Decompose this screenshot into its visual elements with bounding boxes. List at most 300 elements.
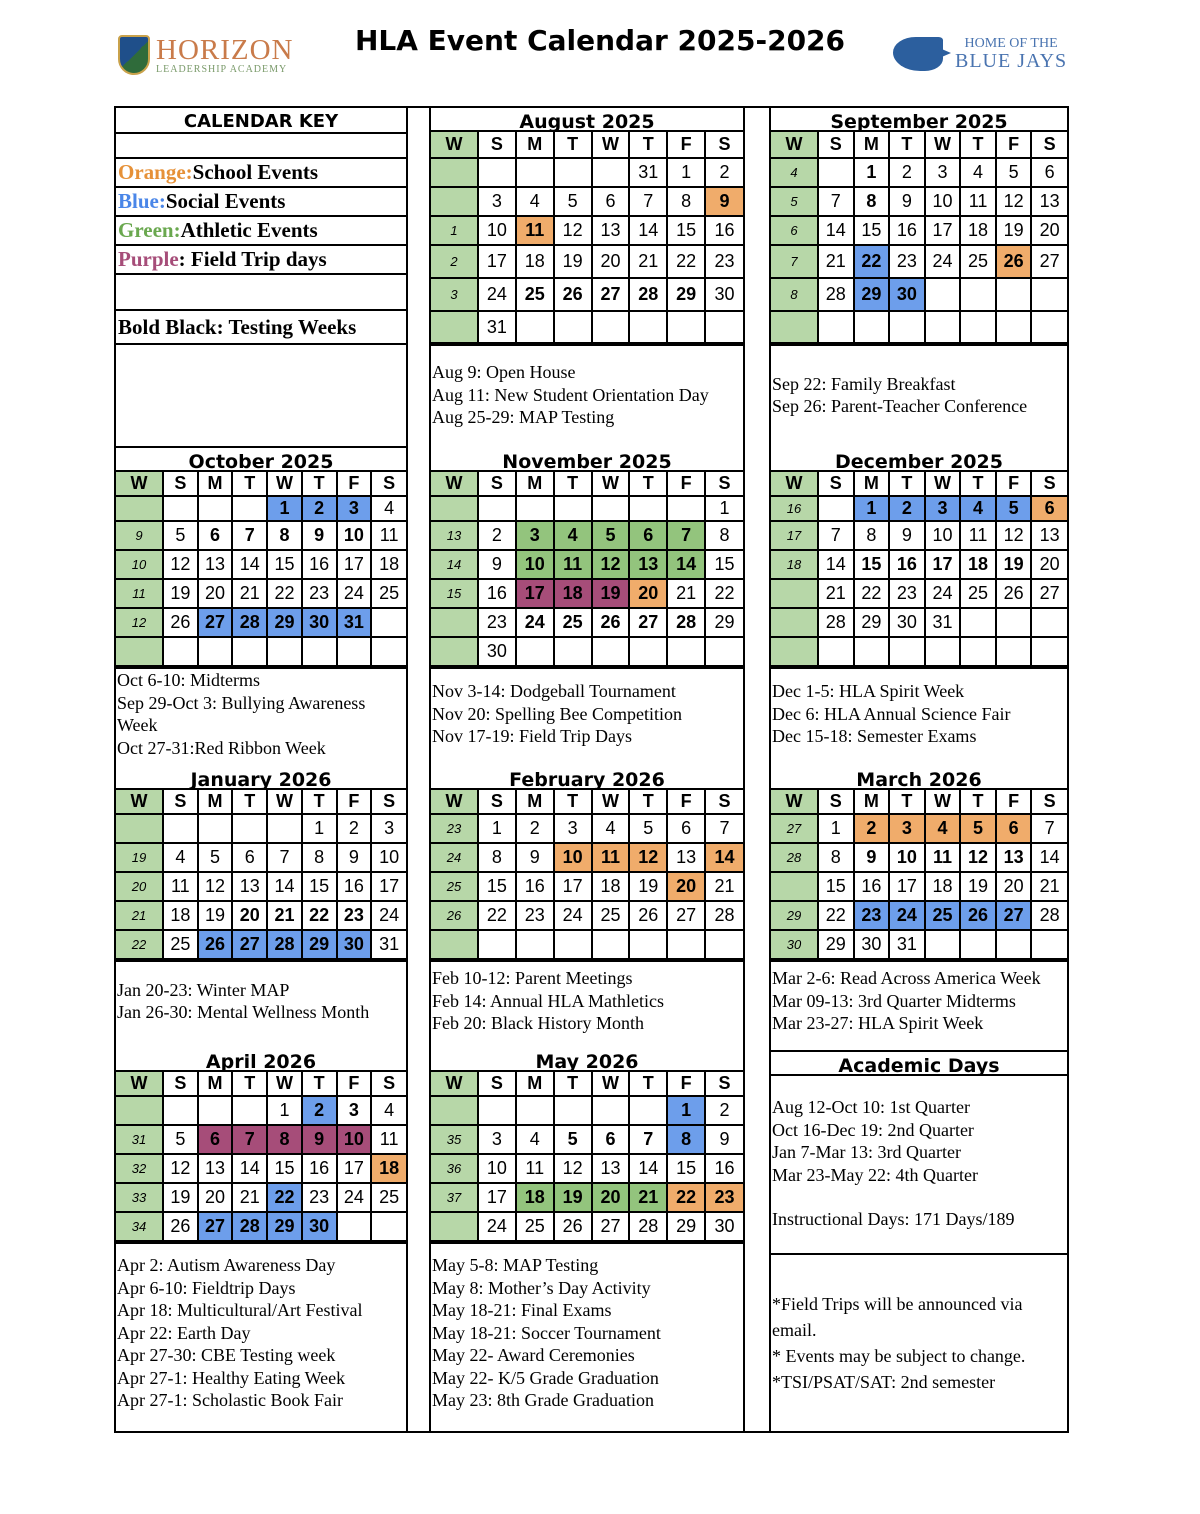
day-cell: 5 bbox=[554, 187, 592, 216]
day-cell: 21 bbox=[818, 579, 854, 608]
day-cell bbox=[232, 496, 267, 521]
month-grid bbox=[431, 472, 743, 667]
month-title: April 2026 bbox=[116, 1048, 406, 1072]
day-cell bbox=[592, 1096, 630, 1125]
week-number: 15 bbox=[431, 579, 478, 608]
key-item-orange: Orange: School Events bbox=[116, 159, 406, 188]
day-cell: 9 bbox=[889, 187, 925, 216]
day-cell: 26 bbox=[554, 278, 592, 311]
day-cell: 15 bbox=[705, 550, 743, 579]
day-cell: 5 bbox=[163, 1125, 198, 1154]
day-cell: 17 bbox=[554, 872, 592, 901]
day-cell: 11 bbox=[371, 521, 406, 550]
day-cell: 26 bbox=[163, 608, 198, 637]
day-cell: 16 bbox=[705, 1154, 743, 1183]
day-cell: 14 bbox=[818, 216, 854, 245]
day-cell: 14 bbox=[705, 843, 743, 872]
week-row bbox=[116, 1154, 406, 1183]
day-cell: 10 bbox=[371, 843, 406, 872]
day-cell: 3 bbox=[516, 521, 554, 550]
week-number bbox=[431, 158, 478, 187]
week-row bbox=[431, 579, 743, 608]
week-row bbox=[431, 521, 743, 550]
day-cell bbox=[925, 637, 961, 666]
week-row bbox=[771, 608, 1067, 637]
day-cell bbox=[478, 496, 516, 521]
day-cell: 11 bbox=[554, 550, 592, 579]
week-number: 12 bbox=[116, 608, 163, 637]
day-cell: 25 bbox=[592, 901, 630, 930]
month-notes bbox=[116, 960, 406, 1040]
day-cell: 12 bbox=[629, 843, 667, 872]
day-cell bbox=[960, 311, 996, 343]
week-number bbox=[116, 814, 163, 843]
day-header: T bbox=[554, 1072, 592, 1096]
day-cell: 22 bbox=[478, 901, 516, 930]
day-header: M bbox=[516, 1072, 554, 1096]
note-line: Sep 26: Parent-Teacher Conference bbox=[772, 396, 1028, 416]
day-cell: 14 bbox=[1031, 843, 1067, 872]
day-cell: 7 bbox=[1031, 814, 1067, 843]
day-cell: 28 bbox=[629, 1212, 667, 1241]
day-cell: 21 bbox=[267, 901, 302, 930]
day-cell: 22 bbox=[854, 579, 890, 608]
day-cell: 11 bbox=[371, 1125, 406, 1154]
day-cell: 10 bbox=[478, 216, 516, 245]
day-cell: 1 bbox=[854, 496, 890, 521]
day-cell: 4 bbox=[960, 496, 996, 521]
month-panel bbox=[431, 108, 743, 444]
day-header: T bbox=[302, 1072, 337, 1096]
day-cell: 27 bbox=[592, 1212, 630, 1241]
key-title: CALENDAR KEY bbox=[116, 108, 406, 134]
day-cell: 4 bbox=[371, 1096, 406, 1125]
week-row bbox=[116, 1096, 406, 1125]
day-cell: 12 bbox=[554, 1154, 592, 1183]
week-number: 4 bbox=[771, 158, 818, 187]
week-row bbox=[771, 278, 1067, 311]
day-cell bbox=[629, 496, 667, 521]
day-header: S bbox=[1031, 472, 1067, 496]
week-number: 28 bbox=[771, 843, 818, 872]
day-cell: 10 bbox=[478, 1154, 516, 1183]
day-header: W bbox=[267, 472, 302, 496]
note-line: May 22- Award Ceremonies bbox=[432, 1345, 635, 1366]
day-header: F bbox=[996, 132, 1032, 158]
day-cell: 1 bbox=[705, 496, 743, 521]
day-header: W bbox=[925, 790, 961, 814]
day-cell: 30 bbox=[889, 278, 925, 311]
note-line: Mar 2-6: Read Across America Week bbox=[772, 968, 1041, 989]
day-cell: 16 bbox=[889, 550, 925, 579]
note-line: Feb 14: Annual HLA Mathletics bbox=[432, 990, 664, 1011]
footnotes bbox=[771, 1253, 1067, 1431]
day-cell bbox=[667, 311, 705, 343]
note-line: Jan 26-30: Mental Wellness Month bbox=[117, 1002, 370, 1022]
day-cell bbox=[554, 311, 592, 343]
day-header: F bbox=[667, 472, 705, 496]
day-cell: 12 bbox=[554, 216, 592, 245]
month-panel bbox=[771, 448, 1067, 759]
day-cell: 14 bbox=[232, 1154, 267, 1183]
day-cell: 17 bbox=[337, 550, 372, 579]
week-row bbox=[116, 1212, 406, 1241]
day-cell: 20 bbox=[198, 579, 233, 608]
week-row bbox=[431, 1183, 743, 1212]
week-number bbox=[771, 311, 818, 343]
day-cell: 21 bbox=[232, 579, 267, 608]
day-cell: 17 bbox=[925, 550, 961, 579]
day-cell: 10 bbox=[516, 550, 554, 579]
day-header: W bbox=[592, 1072, 630, 1096]
week-row bbox=[116, 930, 406, 959]
note-line: Dec 6: HLA Annual Science Fair bbox=[772, 703, 1011, 724]
day-cell: 12 bbox=[592, 550, 630, 579]
day-cell bbox=[516, 637, 554, 666]
month-panel bbox=[431, 766, 743, 1040]
day-cell: 23 bbox=[478, 608, 516, 637]
day-cell: 10 bbox=[337, 1125, 372, 1154]
day-cell bbox=[667, 930, 705, 959]
day-cell: 2 bbox=[478, 521, 516, 550]
note-line: Feb 10-12: Parent Meetings bbox=[432, 968, 633, 989]
day-cell: 31 bbox=[371, 930, 406, 959]
day-cell: 18 bbox=[516, 1183, 554, 1212]
note-line: Feb 20: Black History Month bbox=[432, 1013, 644, 1034]
week-row bbox=[431, 1212, 743, 1241]
day-cell: 1 bbox=[267, 1096, 302, 1125]
day-cell: 7 bbox=[232, 521, 267, 550]
week-number: 14 bbox=[431, 550, 478, 579]
week-number: 10 bbox=[116, 550, 163, 579]
day-cell: 20 bbox=[667, 872, 705, 901]
week-row bbox=[431, 637, 743, 666]
month-panel bbox=[116, 1048, 406, 1422]
day-cell: 17 bbox=[925, 216, 961, 245]
week-number: 16 bbox=[771, 496, 818, 521]
day-cell: 5 bbox=[554, 1125, 592, 1154]
month-notes bbox=[431, 667, 743, 759]
day-cell: 2 bbox=[705, 158, 743, 187]
day-cell: 28 bbox=[1031, 901, 1067, 930]
day-header: M bbox=[198, 472, 233, 496]
day-cell: 14 bbox=[267, 872, 302, 901]
day-cell: 16 bbox=[302, 1154, 337, 1183]
day-header: W bbox=[116, 472, 163, 496]
day-cell: 19 bbox=[592, 579, 630, 608]
note-line: Jan 20-23: Winter MAP bbox=[117, 979, 290, 1000]
day-cell: 24 bbox=[478, 278, 516, 311]
logo-right-line1: HOME OF THE bbox=[964, 36, 1058, 51]
day-cell: 22 bbox=[302, 901, 337, 930]
week-number: 33 bbox=[116, 1183, 163, 1212]
day-cell bbox=[629, 930, 667, 959]
note-line: Aug 25-29: MAP Testing bbox=[432, 407, 615, 428]
day-header: F bbox=[667, 132, 705, 158]
day-cell: 11 bbox=[516, 1154, 554, 1183]
week-number: 24 bbox=[431, 843, 478, 872]
day-header: S bbox=[478, 132, 516, 158]
day-cell: 21 bbox=[1031, 872, 1067, 901]
day-cell bbox=[371, 608, 406, 637]
month-grid bbox=[771, 790, 1067, 960]
month-notes bbox=[771, 667, 1067, 759]
day-cell bbox=[198, 496, 233, 521]
day-cell bbox=[925, 278, 961, 311]
week-row bbox=[116, 608, 406, 637]
note-line: Mar 23-27: HLA Spirit Week bbox=[772, 1013, 984, 1034]
day-cell: 15 bbox=[818, 872, 854, 901]
week-row bbox=[771, 550, 1067, 579]
day-cell: 9 bbox=[705, 187, 743, 216]
day-cell bbox=[705, 637, 743, 666]
day-cell: 8 bbox=[478, 843, 516, 872]
week-row bbox=[116, 843, 406, 872]
day-cell: 9 bbox=[889, 521, 925, 550]
day-cell: 12 bbox=[996, 187, 1032, 216]
month-title: September 2025 bbox=[771, 108, 1067, 132]
day-cell: 25 bbox=[371, 1183, 406, 1212]
day-cell: 16 bbox=[889, 216, 925, 245]
week-number: 32 bbox=[116, 1154, 163, 1183]
week-row bbox=[431, 216, 743, 245]
day-header: S bbox=[705, 790, 743, 814]
day-cell: 22 bbox=[667, 245, 705, 278]
day-cell: 18 bbox=[371, 550, 406, 579]
week-number: 30 bbox=[771, 930, 818, 959]
month-notes bbox=[431, 344, 743, 444]
day-cell: 1 bbox=[818, 814, 854, 843]
key-item-blue: Blue: Social Events bbox=[116, 188, 406, 217]
day-cell: 20 bbox=[629, 579, 667, 608]
day-header: M bbox=[854, 132, 890, 158]
day-cell bbox=[554, 930, 592, 959]
day-cell: 6 bbox=[198, 521, 233, 550]
day-header: M bbox=[198, 1072, 233, 1096]
day-cell: 10 bbox=[925, 521, 961, 550]
week-row bbox=[431, 814, 743, 843]
day-cell: 18 bbox=[960, 216, 996, 245]
day-header: S bbox=[705, 132, 743, 158]
day-cell: 5 bbox=[629, 814, 667, 843]
day-cell: 26 bbox=[554, 1212, 592, 1241]
week-number: 13 bbox=[431, 521, 478, 550]
blue-jays-logo bbox=[893, 36, 1067, 71]
day-cell: 8 bbox=[267, 521, 302, 550]
day-cell: 24 bbox=[516, 608, 554, 637]
week-number bbox=[431, 930, 478, 959]
calendar-key bbox=[116, 108, 406, 448]
day-cell: 2 bbox=[854, 814, 890, 843]
week-number: 11 bbox=[116, 579, 163, 608]
logo-sub-text: LEADERSHIP ACADEMY bbox=[156, 63, 288, 75]
day-cell bbox=[516, 1096, 554, 1125]
day-header: T bbox=[302, 472, 337, 496]
day-cell bbox=[267, 637, 302, 666]
day-cell: 17 bbox=[337, 1154, 372, 1183]
day-cell: 22 bbox=[267, 579, 302, 608]
day-cell: 23 bbox=[854, 901, 890, 930]
footnote: *TSI/PSAT/SAT: 2nd semester bbox=[772, 1372, 996, 1392]
day-cell: 9 bbox=[302, 521, 337, 550]
day-cell: 9 bbox=[854, 843, 890, 872]
day-cell: 24 bbox=[889, 901, 925, 930]
day-cell: 24 bbox=[925, 245, 961, 278]
day-cell: 1 bbox=[478, 814, 516, 843]
day-header: T bbox=[232, 472, 267, 496]
day-cell: 27 bbox=[629, 608, 667, 637]
day-cell: 21 bbox=[705, 872, 743, 901]
day-cell: 19 bbox=[163, 579, 198, 608]
day-cell: 15 bbox=[267, 1154, 302, 1183]
day-cell: 13 bbox=[1031, 187, 1067, 216]
day-cell: 28 bbox=[629, 278, 667, 311]
day-cell bbox=[554, 158, 592, 187]
month-title: August 2025 bbox=[431, 108, 743, 132]
day-cell: 9 bbox=[516, 843, 554, 872]
day-header: T bbox=[302, 790, 337, 814]
day-header: T bbox=[960, 472, 996, 496]
day-cell bbox=[267, 814, 302, 843]
day-cell bbox=[516, 311, 554, 343]
month-grid bbox=[431, 1072, 743, 1242]
day-cell bbox=[996, 930, 1032, 959]
day-header: S bbox=[371, 1072, 406, 1096]
week-row bbox=[431, 158, 743, 187]
day-cell bbox=[925, 311, 961, 343]
day-cell bbox=[371, 1212, 406, 1241]
day-cell: 14 bbox=[629, 216, 667, 245]
day-cell: 8 bbox=[667, 187, 705, 216]
day-cell bbox=[629, 1096, 667, 1125]
day-cell: 8 bbox=[705, 521, 743, 550]
day-cell: 23 bbox=[705, 245, 743, 278]
day-cell: 4 bbox=[163, 843, 198, 872]
month-grid bbox=[116, 472, 406, 667]
day-cell: 13 bbox=[667, 843, 705, 872]
day-cell bbox=[592, 930, 630, 959]
day-cell: 3 bbox=[337, 1096, 372, 1125]
week-number bbox=[431, 1212, 478, 1241]
day-cell: 27 bbox=[198, 608, 233, 637]
day-cell: 19 bbox=[163, 1183, 198, 1212]
note-line: Dec 1-5: HLA Spirit Week bbox=[772, 681, 965, 702]
day-cell: 27 bbox=[1031, 579, 1067, 608]
note-line: Nov 20: Spelling Bee Competition bbox=[432, 703, 682, 724]
week-row bbox=[116, 1125, 406, 1154]
day-header: S bbox=[818, 132, 854, 158]
day-cell bbox=[889, 637, 925, 666]
day-cell: 19 bbox=[629, 872, 667, 901]
day-cell: 20 bbox=[592, 1183, 630, 1212]
day-cell: 2 bbox=[337, 814, 372, 843]
month-title: December 2025 bbox=[771, 448, 1067, 472]
week-number: 7 bbox=[771, 245, 818, 278]
day-cell: 25 bbox=[371, 579, 406, 608]
day-cell: 19 bbox=[996, 550, 1032, 579]
day-cell bbox=[592, 311, 630, 343]
day-cell: 12 bbox=[996, 521, 1032, 550]
day-header: T bbox=[554, 790, 592, 814]
week-number: 9 bbox=[116, 521, 163, 550]
day-cell: 30 bbox=[478, 637, 516, 666]
day-cell: 23 bbox=[705, 1183, 743, 1212]
day-header: S bbox=[478, 1072, 516, 1096]
day-cell: 28 bbox=[818, 608, 854, 637]
week-number: 18 bbox=[771, 550, 818, 579]
week-number: 21 bbox=[116, 901, 163, 930]
month-panel bbox=[771, 108, 1067, 444]
day-cell: 18 bbox=[371, 1154, 406, 1183]
day-cell: 24 bbox=[337, 1183, 372, 1212]
day-cell: 4 bbox=[516, 1125, 554, 1154]
day-cell bbox=[1031, 608, 1067, 637]
day-cell: 29 bbox=[302, 930, 337, 959]
day-header: M bbox=[854, 790, 890, 814]
note-line: Aug 9: Open House bbox=[432, 362, 576, 383]
day-header: T bbox=[889, 790, 925, 814]
day-cell: 24 bbox=[478, 1212, 516, 1241]
day-header: W bbox=[592, 790, 630, 814]
day-cell: 4 bbox=[925, 814, 961, 843]
day-cell bbox=[818, 637, 854, 666]
day-cell: 14 bbox=[667, 550, 705, 579]
day-cell: 25 bbox=[960, 579, 996, 608]
day-cell: 22 bbox=[818, 901, 854, 930]
week-number: 19 bbox=[116, 843, 163, 872]
week-number: 37 bbox=[431, 1183, 478, 1212]
column-divider bbox=[743, 106, 745, 1433]
note-line: Oct 6-10: Midterms bbox=[117, 670, 260, 690]
month-panel bbox=[116, 766, 406, 1040]
day-cell: 11 bbox=[516, 216, 554, 245]
footnote: *Field Trips will be announced via email. bbox=[772, 1294, 1023, 1340]
day-cell bbox=[705, 311, 743, 343]
day-cell: 9 bbox=[478, 550, 516, 579]
day-cell bbox=[1031, 311, 1067, 343]
note-line: Sep 29-Oct 3: Bullying Awareness Week bbox=[117, 692, 366, 735]
month-notes bbox=[431, 960, 743, 1040]
day-cell: 9 bbox=[705, 1125, 743, 1154]
week-row bbox=[116, 550, 406, 579]
note-line: Apr 27-1: Scholastic Book Fair bbox=[117, 1390, 343, 1411]
day-cell: 30 bbox=[854, 930, 890, 959]
day-cell: 17 bbox=[478, 1183, 516, 1212]
day-cell bbox=[371, 637, 406, 666]
day-header: T bbox=[232, 1072, 267, 1096]
day-cell: 10 bbox=[337, 521, 372, 550]
day-cell: 29 bbox=[854, 608, 890, 637]
day-cell: 21 bbox=[629, 245, 667, 278]
week-row bbox=[116, 872, 406, 901]
month-notes bbox=[431, 1242, 743, 1422]
day-header: T bbox=[889, 132, 925, 158]
day-header: W bbox=[431, 790, 478, 814]
week-row bbox=[771, 496, 1067, 521]
day-cell: 1 bbox=[667, 1096, 705, 1125]
day-cell: 20 bbox=[1031, 550, 1067, 579]
day-cell: 9 bbox=[302, 1125, 337, 1154]
day-cell: 3 bbox=[478, 187, 516, 216]
note-line: Nov 17-19: Field Trip Days bbox=[432, 726, 633, 747]
day-cell: 12 bbox=[198, 872, 233, 901]
day-cell: 8 bbox=[854, 521, 890, 550]
week-row bbox=[431, 550, 743, 579]
note-line: Apr 22: Earth Day bbox=[117, 1322, 251, 1343]
week-row bbox=[771, 245, 1067, 278]
quarter-line: Mar 23-May 22: 4th Quarter bbox=[772, 1164, 978, 1185]
week-row bbox=[431, 843, 743, 872]
